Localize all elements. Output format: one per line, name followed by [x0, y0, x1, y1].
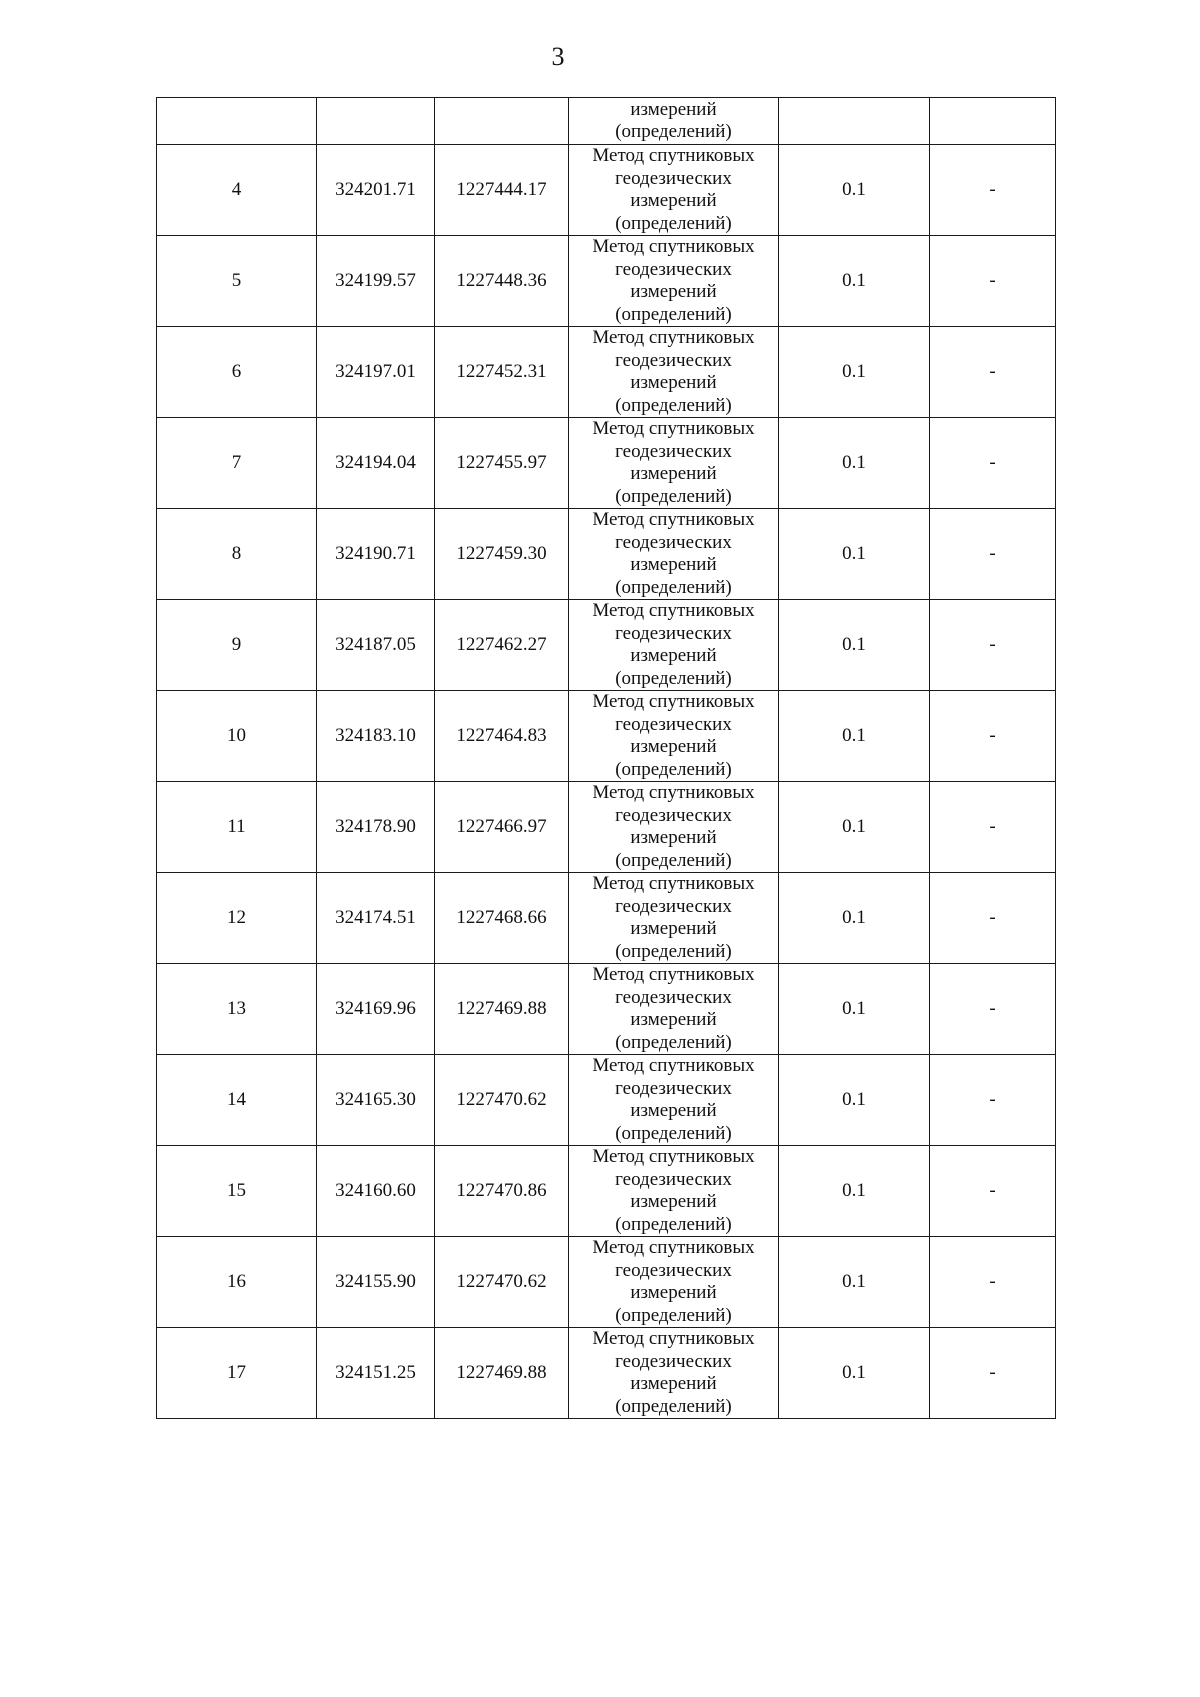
note-cell: - — [930, 1328, 1056, 1419]
y-coordinate-cell: 1227468.66 — [435, 873, 569, 964]
method-line: Метод спутниковых — [592, 1146, 755, 1167]
method-line: (определений) — [615, 940, 732, 962]
accuracy-cell: 0.1 — [779, 145, 930, 236]
method-cell — [569, 1055, 779, 1146]
point-number-cell: 16 — [157, 1237, 317, 1328]
note-cell: - — [930, 509, 1056, 600]
y-coordinate-cell: 1227452.31 — [435, 327, 569, 418]
x-coordinate-cell: 324187.05 — [317, 600, 435, 691]
note-cell: - — [930, 1055, 1056, 1146]
accuracy-cell: 0.1 — [779, 236, 930, 327]
method-line: измерений — [630, 1373, 717, 1394]
method-line: измерений — [630, 372, 717, 393]
accuracy-cell: 0.1 — [779, 1055, 930, 1146]
method-cell — [569, 509, 779, 600]
method-line: Метод спутниковых — [592, 418, 755, 439]
table-row — [157, 1146, 1056, 1237]
method-line: Метод спутниковых — [592, 691, 755, 712]
accuracy-cell — [779, 98, 930, 145]
method-cell — [569, 691, 779, 782]
method-line: геодезических — [615, 258, 732, 280]
method-cell — [569, 1237, 779, 1328]
accuracy-cell: 0.1 — [779, 964, 930, 1055]
method-cell — [569, 98, 779, 145]
method-line: Метод спутниковых — [592, 327, 755, 348]
method-line: (определений) — [615, 1031, 732, 1053]
method-line: измерений — [630, 1282, 717, 1303]
table-row — [157, 145, 1056, 236]
y-coordinate-cell: 1227459.30 — [435, 509, 569, 600]
method-line: измерений — [630, 1191, 717, 1212]
point-number-cell — [157, 98, 317, 145]
method-line: измерений — [630, 190, 717, 211]
method-line: (определений) — [615, 485, 732, 507]
method-line: геодезических — [615, 349, 732, 371]
method-line: (определений) — [615, 121, 732, 142]
point-number-cell: 10 — [157, 691, 317, 782]
method-cell — [569, 327, 779, 418]
point-number-cell: 8 — [157, 509, 317, 600]
x-coordinate-cell: 324155.90 — [317, 1237, 435, 1328]
point-number-cell: 15 — [157, 1146, 317, 1237]
table-row — [157, 327, 1056, 418]
table-row — [157, 418, 1056, 509]
method-line: (определений) — [615, 1213, 732, 1235]
x-coordinate-cell: 324165.30 — [317, 1055, 435, 1146]
x-coordinate-cell: 324194.04 — [317, 418, 435, 509]
x-coordinate-cell: 324151.25 — [317, 1328, 435, 1419]
x-coordinate-cell — [317, 98, 435, 145]
method-line: измерений — [630, 554, 717, 575]
method-line: Метод спутниковых — [592, 1055, 755, 1076]
y-coordinate-cell: 1227455.97 — [435, 418, 569, 509]
method-line: измерений — [630, 1100, 717, 1121]
method-line: геодезических — [615, 713, 732, 735]
method-cell — [569, 236, 779, 327]
method-line: (определений) — [615, 394, 732, 416]
point-number-cell: 4 — [157, 145, 317, 236]
method-line: (определений) — [615, 576, 732, 598]
note-cell: - — [930, 1146, 1056, 1237]
method-line: геодезических — [615, 1077, 732, 1099]
method-line: (определений) — [615, 1304, 732, 1326]
x-coordinate-cell: 324197.01 — [317, 327, 435, 418]
accuracy-cell: 0.1 — [779, 1146, 930, 1237]
method-line: Метод спутниковых — [592, 873, 755, 894]
table-row — [157, 1055, 1056, 1146]
accuracy-cell: 0.1 — [779, 509, 930, 600]
point-number-cell: 17 — [157, 1328, 317, 1419]
method-line: измерений — [630, 463, 717, 484]
point-number-cell: 12 — [157, 873, 317, 964]
x-coordinate-cell: 324169.96 — [317, 964, 435, 1055]
point-number-cell: 13 — [157, 964, 317, 1055]
y-coordinate-cell: 1227469.88 — [435, 1328, 569, 1419]
method-line: геодезических — [615, 986, 732, 1008]
table-row — [157, 691, 1056, 782]
method-line: (определений) — [615, 849, 732, 871]
point-number-cell: 9 — [157, 600, 317, 691]
method-line: Метод спутниковых — [592, 964, 755, 985]
note-cell: - — [930, 873, 1056, 964]
method-line: Метод спутниковых — [592, 1237, 755, 1258]
point-number-cell: 14 — [157, 1055, 317, 1146]
note-cell: - — [930, 418, 1056, 509]
method-line: (определений) — [615, 1395, 732, 1417]
note-cell: - — [930, 145, 1056, 236]
table-row — [157, 509, 1056, 600]
accuracy-cell: 0.1 — [779, 600, 930, 691]
table-row — [157, 1237, 1056, 1328]
method-line: измерений — [630, 1009, 717, 1030]
accuracy-cell: 0.1 — [779, 1237, 930, 1328]
method-line: (определений) — [615, 667, 732, 689]
accuracy-cell: 0.1 — [779, 1328, 930, 1419]
method-line: Метод спутниковых — [592, 236, 755, 257]
note-cell: - — [930, 327, 1056, 418]
method-line: геодезических — [615, 1168, 732, 1190]
method-line: измерений — [630, 918, 717, 939]
method-line: геодезических — [615, 1259, 732, 1281]
method-line: (определений) — [615, 303, 732, 325]
method-line: измерений — [630, 827, 717, 848]
method-line: (определений) — [615, 212, 732, 234]
note-cell: - — [930, 782, 1056, 873]
note-cell: - — [930, 1237, 1056, 1328]
y-coordinate-cell: 1227470.62 — [435, 1237, 569, 1328]
x-coordinate-cell: 324201.71 — [317, 145, 435, 236]
x-coordinate-cell: 324160.60 — [317, 1146, 435, 1237]
accuracy-cell: 0.1 — [779, 327, 930, 418]
y-coordinate-cell: 1227470.62 — [435, 1055, 569, 1146]
y-coordinate-cell: 1227470.86 — [435, 1146, 569, 1237]
method-line: Метод спутниковых — [592, 145, 755, 166]
method-cell — [569, 873, 779, 964]
method-line: геодезических — [615, 804, 732, 826]
method-line: Метод спутниковых — [592, 1328, 755, 1349]
method-line: геодезических — [615, 895, 732, 917]
y-coordinate-cell: 1227466.97 — [435, 782, 569, 873]
method-line: измерений — [630, 98, 717, 120]
note-cell: - — [930, 964, 1056, 1055]
table-row — [157, 600, 1056, 691]
method-cell — [569, 145, 779, 236]
x-coordinate-cell: 324199.57 — [317, 236, 435, 327]
method-line: (определений) — [615, 1122, 732, 1144]
method-line: измерений — [630, 736, 717, 757]
method-line: геодезических — [615, 167, 732, 189]
method-line: Метод спутниковых — [592, 600, 755, 621]
note-cell: - — [930, 600, 1056, 691]
method-line: Метод спутниковых — [592, 509, 755, 530]
coordinates-table-body — [157, 98, 1056, 1419]
table-row — [157, 1328, 1056, 1419]
table-row — [157, 782, 1056, 873]
method-cell — [569, 1146, 779, 1237]
x-coordinate-cell: 324178.90 — [317, 782, 435, 873]
note-cell: - — [930, 236, 1056, 327]
point-number-cell: 11 — [157, 782, 317, 873]
y-coordinate-cell — [435, 98, 569, 145]
method-line: измерений — [630, 281, 717, 302]
x-coordinate-cell: 324190.71 — [317, 509, 435, 600]
point-number-cell: 6 — [157, 327, 317, 418]
accuracy-cell: 0.1 — [779, 691, 930, 782]
point-number-cell: 7 — [157, 418, 317, 509]
note-cell: - — [930, 691, 1056, 782]
method-line: геодезических — [615, 622, 732, 644]
x-coordinate-cell: 324183.10 — [317, 691, 435, 782]
method-cell — [569, 418, 779, 509]
method-cell — [569, 964, 779, 1055]
method-cell — [569, 782, 779, 873]
point-number-cell: 5 — [157, 236, 317, 327]
note-cell — [930, 98, 1056, 145]
method-line: измерений — [630, 645, 717, 666]
y-coordinate-cell: 1227444.17 — [435, 145, 569, 236]
method-line: геодезических — [615, 1350, 732, 1372]
method-line: (определений) — [615, 758, 732, 780]
table-row — [157, 964, 1056, 1055]
accuracy-cell: 0.1 — [779, 418, 930, 509]
method-line: геодезических — [615, 531, 732, 553]
x-coordinate-cell: 324174.51 — [317, 873, 435, 964]
method-line: геодезических — [615, 440, 732, 462]
continuation-row — [157, 98, 1056, 145]
y-coordinate-cell: 1227448.36 — [435, 236, 569, 327]
accuracy-cell: 0.1 — [779, 873, 930, 964]
coordinates-table — [156, 97, 1056, 1419]
table-row — [157, 873, 1056, 964]
table-row — [157, 236, 1056, 327]
page-number: 3 — [551, 42, 565, 71]
method-cell — [569, 600, 779, 691]
y-coordinate-cell: 1227462.27 — [435, 600, 569, 691]
method-line: Метод спутниковых — [592, 782, 755, 803]
y-coordinate-cell: 1227464.83 — [435, 691, 569, 782]
method-cell — [569, 1328, 779, 1419]
accuracy-cell: 0.1 — [779, 782, 930, 873]
y-coordinate-cell: 1227469.88 — [435, 964, 569, 1055]
